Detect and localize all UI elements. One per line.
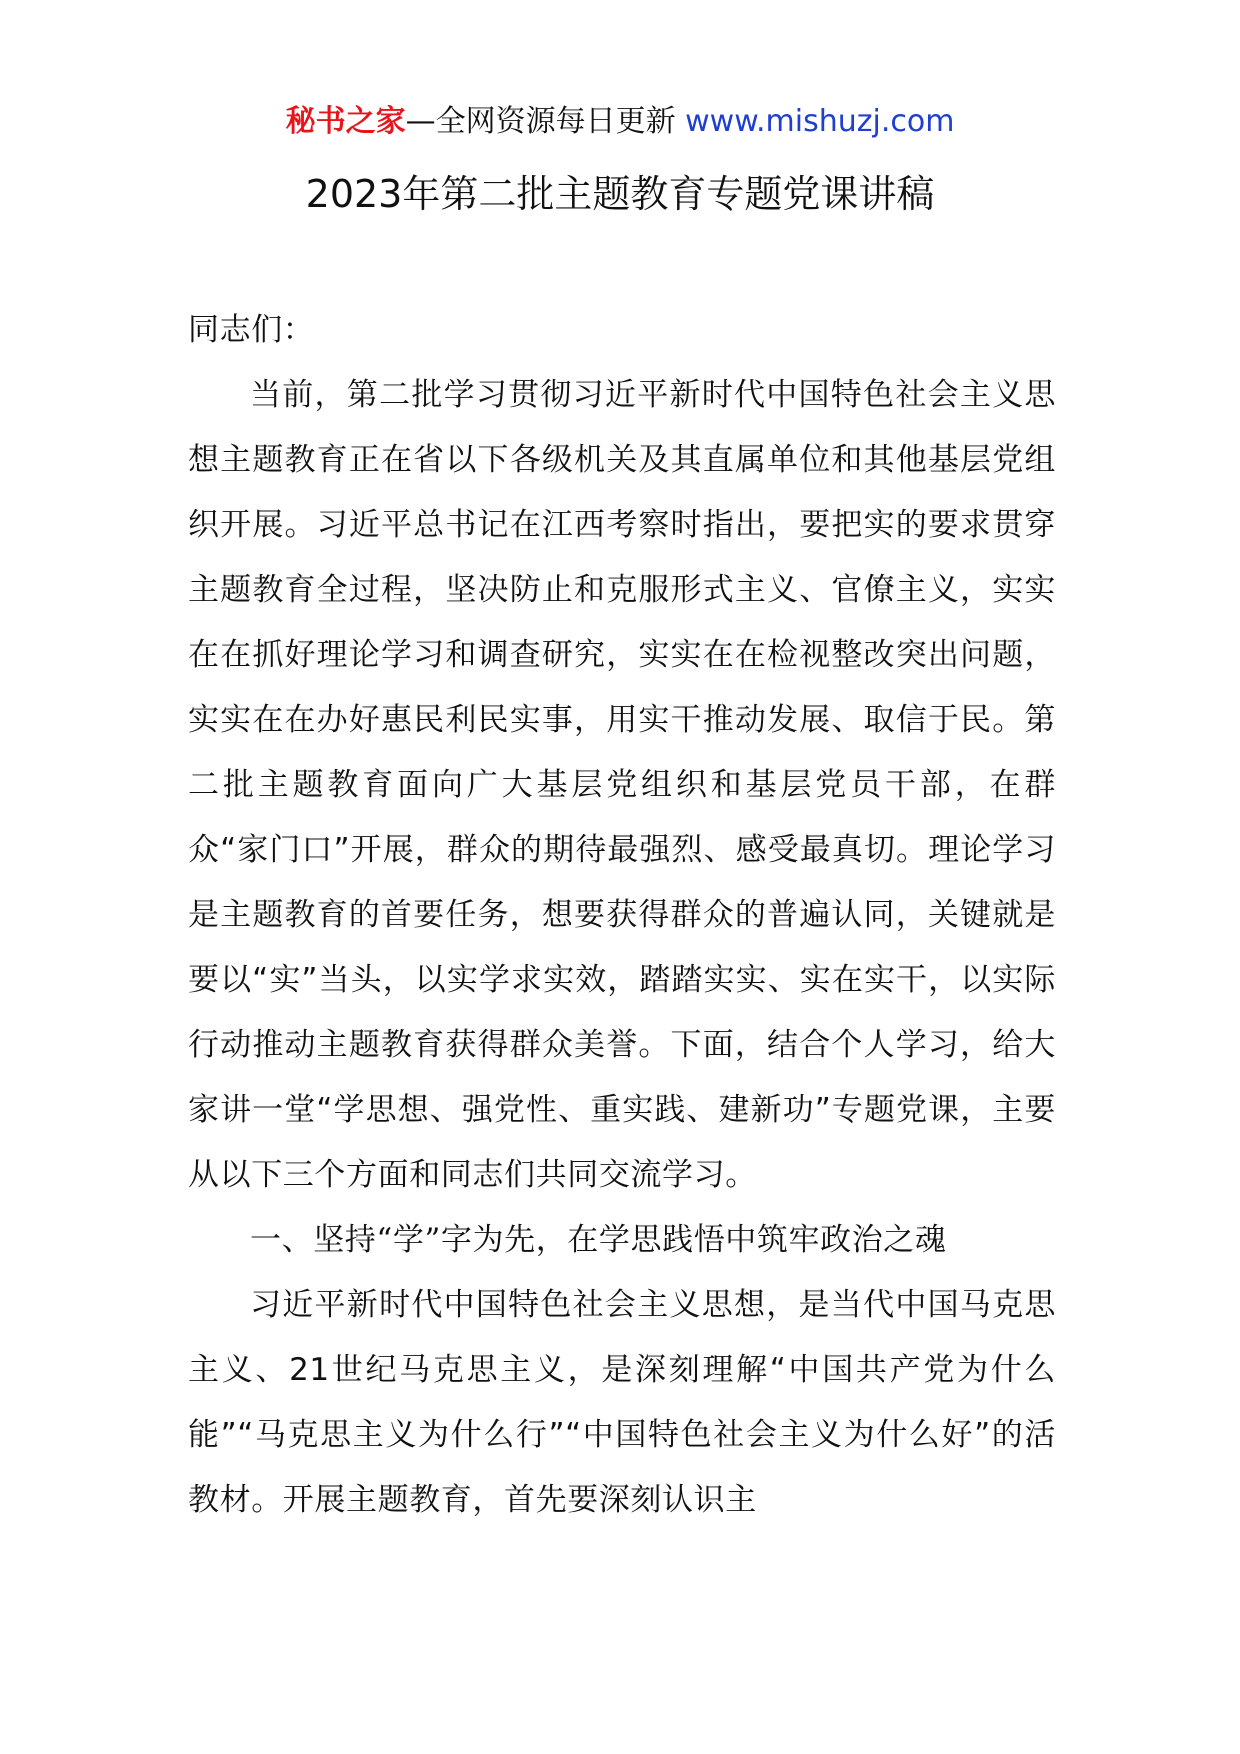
brand-name: 秘书之家 bbox=[285, 104, 406, 139]
document-body bbox=[188, 298, 1056, 1533]
document-title: 2023年第二批主题教育专题党课讲稿 bbox=[305, 172, 935, 216]
brand-url[interactable]: www.mishuzj.com bbox=[685, 104, 955, 139]
intro-paragraph: 当前，第二批学习贯彻习近平新时代中国特色社会主义思想主题教育正在省以下各级机关及其直属单位和其他基层党组织开展。习近平总书记在江西考察时指出，要把实的要求贯穿主题教育全过程，坚决防止和克服形式主义、官僚主义，实实在在抓好理论学习和调查研究，实实在在检视整改突出问题，实实在在办好惠民利民实事，用实干推动发展、取信于民。第二批主题教育面向广大基层党组织和基层党员干部，在群众“家门口”开展，群众的期待最强烈、感受最真切。理论学习是主题教育的首要任务，想要获得群众的普遍认同，关键就是要以“实”当头，以实学求实效，踏踏实实、实在实干，以实际行动推动主题教育获得群众美誉。下面，结合个人学习，给大家讲一堂“学思想、强党性、重实践、建新功”专题党课，主要从以下三个方面和同志们共同交流学习。 bbox=[188, 377, 1056, 1193]
salutation: 同志们： bbox=[188, 312, 315, 348]
watermark-header bbox=[0, 102, 1240, 142]
section-heading-1: 一、坚持“学”字为先，在学思践悟中筑牢政治之魂 bbox=[250, 1222, 947, 1258]
brand-slogan: —全网资源每日更新 bbox=[405, 104, 676, 139]
section-1-paragraph: 习近平新时代中国特色社会主义思想，是当代中国马克思主义、21世纪马克思主义，是深刻理解“中国共产党为什么能”“马克思主义为什么行”“中国特色社会主义为什么好”的活教材。开展主题教育，首先要深刻认识主 bbox=[188, 1287, 1056, 1518]
